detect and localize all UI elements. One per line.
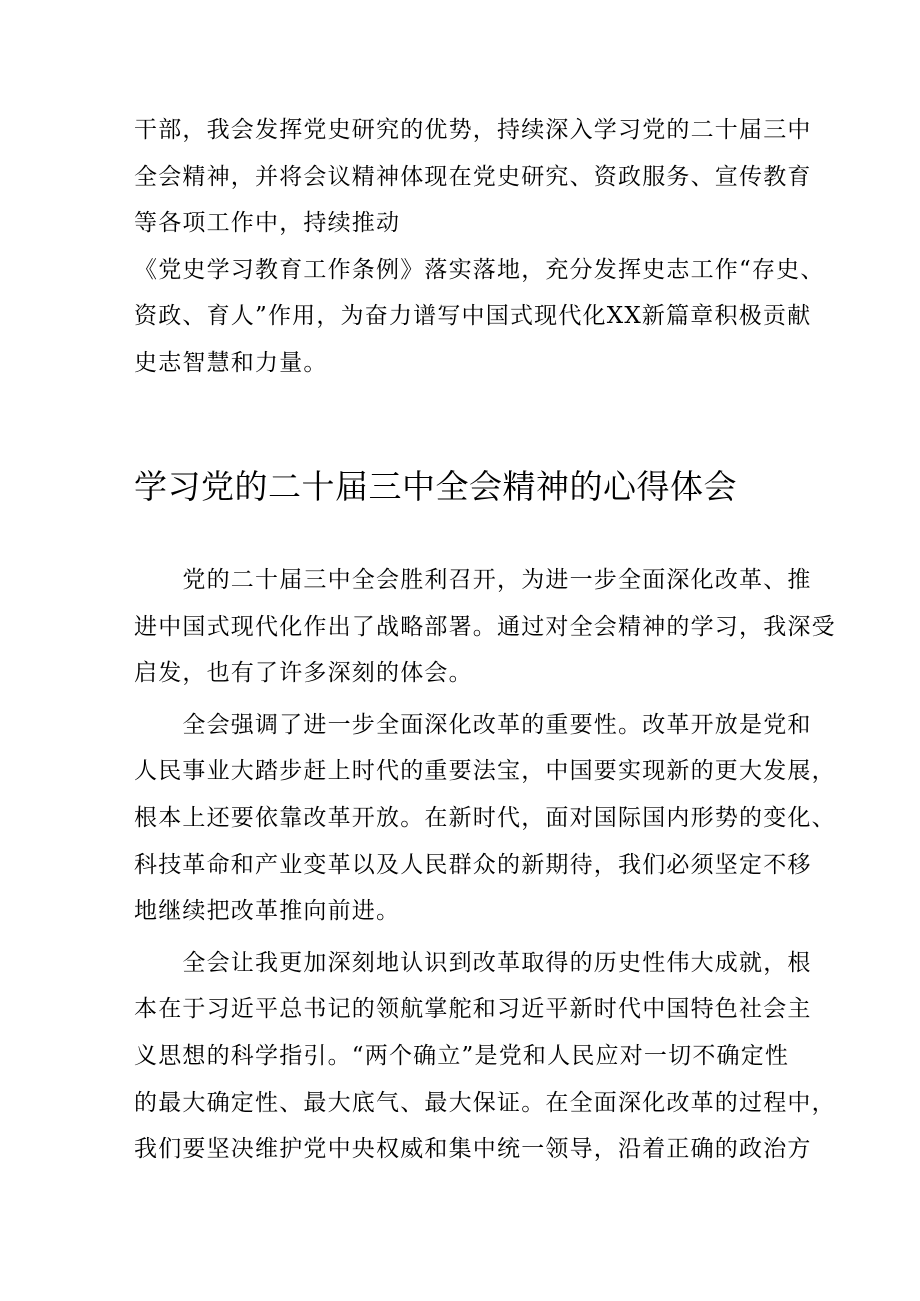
article-body (134, 557, 836, 1173)
text-line: 义思想的科学指引。“两个确立”是党和人民应对一切不确定性 (134, 1042, 790, 1069)
text-line: 等各项工作中，持续推动 (134, 210, 401, 237)
text-line: 科技革命和产业变革以及人民群众的新期待，我们必须坚定不移 (134, 851, 812, 878)
text-line: 史志智慧和力量。 (134, 349, 328, 376)
text-line: 全会精神，并将会议精神体现在党史研究、资政服务、宣传教育 (134, 163, 812, 190)
text-line: 全会强调了进一步全面深化改革的重要性。改革开放是党和 (134, 711, 812, 738)
paragraph-1 (134, 557, 836, 697)
text-line: 进中国式现代化作出了战略部署。通过对全会精神的学习，我深受 (134, 613, 836, 640)
paragraph-2 (134, 702, 836, 935)
paragraph-3 (134, 940, 836, 1173)
text-line: 地继续把改革推向前进。 (134, 898, 401, 925)
text-line: 全会让我更加深刻地认识到改革取得的历史性伟大成就，根 (134, 949, 812, 976)
text-line: 根本上还要依靠改革开放。在新时代，面对国际国内形势的变化、 (134, 804, 836, 831)
article-title: 学习党的二十届三中全会精神的心得体会 (134, 467, 737, 506)
text-line: 党的二十届三中全会胜利召开，为进一步全面深化改革、推 (134, 567, 812, 593)
text-line: 资政、育人”作用，为奋力谱写中国式现代化XX新篇章积极贡献 (134, 303, 812, 330)
text-line: 人民事业大踏步赶上时代的重要法宝，中国要实现新的更大发展， (134, 758, 836, 785)
text-line: 启发，也有了许多深刻的体会。 (134, 660, 473, 687)
text-line: 本在于习近平总书记的领航掌舵和习近平新时代中国特色社会主 (134, 996, 812, 1023)
continued-paragraph (134, 107, 825, 387)
text-line: 我们要坚决维护党中央权威和集中统一领导，沿着正确的政治方 (134, 1136, 812, 1163)
text-line: 《党史学习教育工作条例》落实落地，充分发挥史志工作“存史、 (134, 256, 825, 283)
text-line: 的最大确定性、最大底气、最大保证。在全面深化改革的过程中， (134, 1089, 836, 1116)
text-line: 干部，我会发挥党史研究的优势，持续深入学习党的二十届三中 (134, 117, 812, 143)
